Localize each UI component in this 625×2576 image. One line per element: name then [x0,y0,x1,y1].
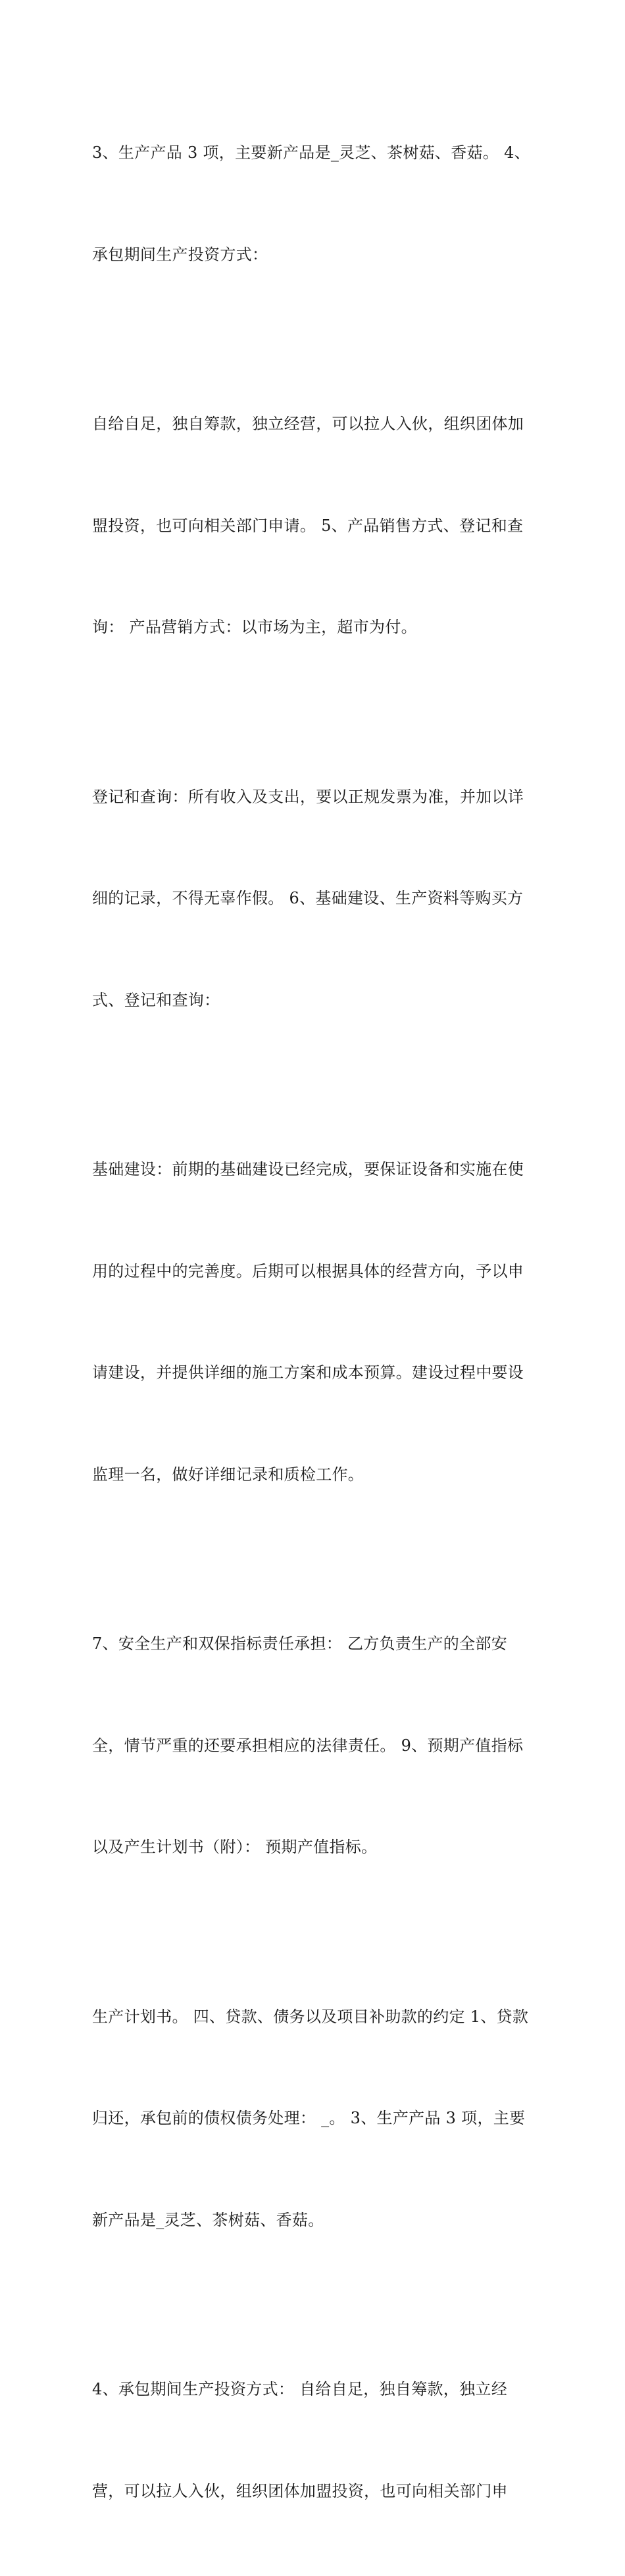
text-line: 登记和查询：所有收入及支出，要以正规发票为准，并加以详 [92,787,524,806]
document-page [92,68,539,2576]
text-line: 3、生产产品 3 项，主要新产品是_灵芝、茶树菇、香菇。 4、 [92,143,530,162]
text-line: 7、安全生产和双保指标责任承担： 乙方负责生产的全部安 [92,1634,507,1653]
text-line: 全，情节严重的还要承担相应的法律责任。 9、预期产值指标 [92,1736,524,1755]
text-line: 归还，承包前的债权债务处理： _。 3、生产产品 3 项，主要 [92,2109,526,2127]
text-line: 用的过程中的完善度。后期可以根据具体的经营方向，予以申 [92,1261,524,1280]
text-line: 以及产生计划书（附）： 预期产值指标。 [92,1838,378,1856]
text-line: 营，可以拉人入伙，组织团体加盟投资，也可向相关部门申 [92,2481,508,2500]
text-line: 承包期间生产投资方式： [92,245,268,264]
paragraph-1 [92,68,539,340]
text-line: 监理一名，做好详细记录和质检工作。 [92,1465,364,1484]
paragraph-7 [92,2305,539,2576]
paragraph-2 [92,340,539,713]
text-line: 新产品是_灵芝、茶树菇、香菇。 [92,2210,324,2229]
text-line: 4、承包期间生产投资方式： 自给自足，独自筹款，独立经 [92,2380,507,2398]
text-line: 盟投资，也可向相关部门申请。 5、产品销售方式、登记和查 [92,516,524,535]
text-line: 式、登记和查询： [92,990,220,1009]
paragraph-4 [92,1085,539,1559]
text-line: 自给自足，独自筹款，独立经营，可以拉人入伙，组织团体加 [92,415,524,433]
text-line: 生产计划书。 四、贷款、债务以及项目补助款的约定 1、贷款 [92,2007,529,2026]
text-line: 询： 产品营销方式：以市场为主，超市为付。 [92,618,417,636]
paragraph-5 [92,1559,539,1932]
paragraph-6 [92,1932,539,2306]
text-line: 基础建设：前期的基础建设已经完成，要保证设备和实施在使 [92,1160,524,1178]
paragraph-3 [92,713,539,1086]
text-line: 请建设，并提供详细的施工方案和成本预算。建设过程中要设 [92,1363,524,1382]
text-line: 细的记录，不得无辜作假。 6、基础建设、生产资料等购买方 [92,889,524,907]
